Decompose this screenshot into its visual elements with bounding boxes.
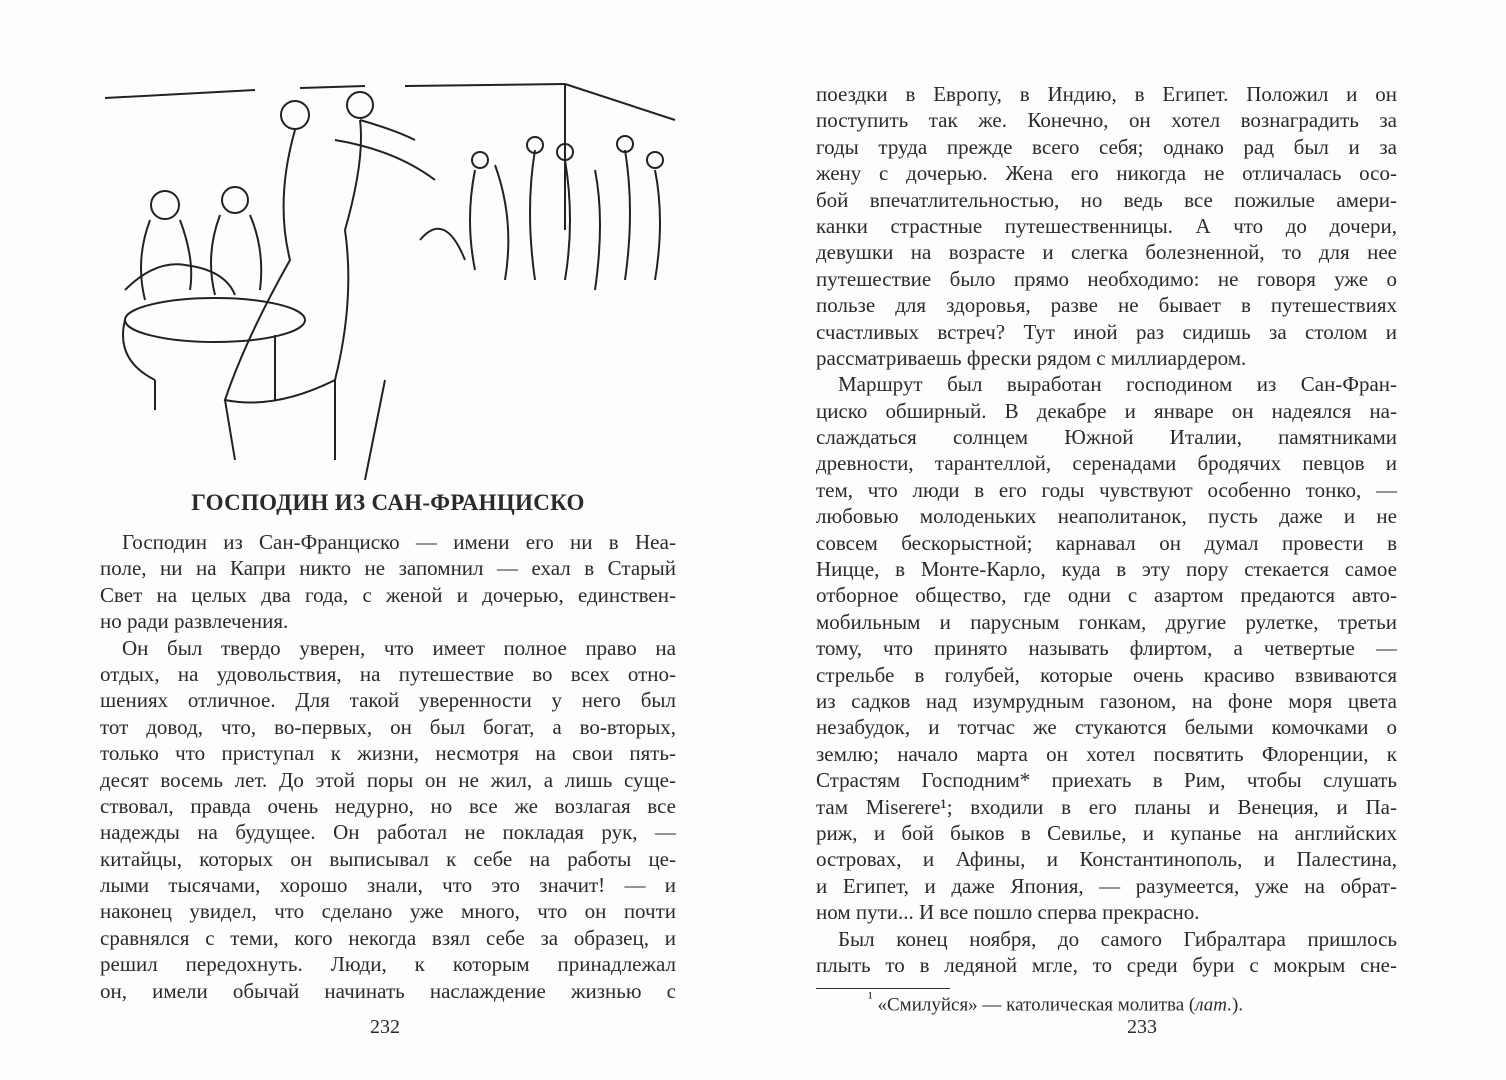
text-line: жену с дочерью. Жена его никогда не отличалась осо- — [816, 161, 1397, 186]
text-line: тем, что люди в его годы чувствуют особенно тонко, — — [816, 477, 1397, 502]
text-line: и Египет, и даже Япония, — разумеется, уже на обрат- — [816, 873, 1397, 898]
dancing-couples-illustration — [95, 80, 695, 480]
right-text-block — [816, 81, 1397, 978]
text-line: наконец увидел, что сделано уже много, что он почти — [100, 899, 676, 924]
text-line: шениях отличное. Для такой уверенности у него был — [100, 688, 676, 713]
text-line: только что приступал к жизни, несмотря на свои пять- — [100, 741, 676, 766]
text-line: но ради развлечения. — [100, 609, 289, 634]
text-line: древности, тарантеллой, серенадами бродячих певцов и — [816, 451, 1397, 476]
footnote-italic: лат. — [1195, 994, 1232, 1016]
text-line: решил передохнуть. Люди, к которым принадлежал — [100, 952, 676, 977]
story-title: ГОСПОДИН ИЗ САН-ФРАНЦИСКО — [191, 490, 585, 515]
text-line: годы труда прежде всего себя; однако рад был и за — [816, 134, 1397, 159]
text-line: Он был твердо уверен, что имеет полное право на — [122, 635, 676, 660]
text-line: он, имели обычай начинать наслаждение жизнью с — [100, 978, 676, 1003]
text-line: Ницце, в Монте-Карло, куда в эту пору стекается самое — [816, 557, 1397, 582]
text-line: Свет на целых два года, с женой и дочерью, единствен- — [100, 582, 676, 607]
footnote-mark: ¹ — [868, 990, 873, 1007]
page-number-right: 233 — [1127, 1016, 1157, 1038]
text-line: отдых, на удовольствия, на путешествие во всех отно- — [100, 661, 676, 686]
text-line: девушки на возрасте и слегка болезненной, то для нее — [816, 240, 1397, 265]
page-number-left: 232 — [370, 1016, 400, 1038]
text-line: там Miserere¹; входили в его планы и Венеция, и Па- — [816, 794, 1397, 819]
text-line: из садков над изумрудным газоном, на фоне моря цвета — [816, 688, 1397, 713]
text-line: тому, что принято называть флиртом, а четвертые — — [816, 636, 1397, 661]
text-line: бой впечатлительностью, но ведь все пожилые амери- — [816, 187, 1397, 212]
text-line: циско обширный. В декабре и январе он надеялся на- — [816, 398, 1397, 423]
footnote — [868, 984, 1243, 1020]
text-line: китайцы, которых он выписывал к себе на работы це- — [100, 846, 676, 871]
text-line: надежды на будущее. Он работал не покладая рук, — — [100, 820, 676, 845]
text-line: счастливых встреч? Тут иной раз сидишь за столом и — [816, 319, 1397, 344]
text-line: ствовал, правда очень недурно, но все же возлагая все — [100, 793, 676, 818]
text-line: путешествие было прямо необходимо: не говоря уже о — [816, 266, 1397, 291]
text-line: пользе для здоровья, разве не бывает в путешествиях — [816, 293, 1397, 318]
text-line: поле, ни на Капри никто не запомнил — ехал в Старый — [100, 556, 676, 581]
text-line: риж, и бой быков в Севилье, и купанье на английских — [816, 820, 1397, 845]
left-text-block — [100, 529, 676, 1004]
text-line: Был конец ноября, до самого Гибралтара пришлось — [838, 926, 1397, 951]
footnote-text: «Смилуйся» — католическая молитва ( — [877, 994, 1196, 1016]
text-line: землю; начало марта он хотел посвятить Флоренции, к — [816, 741, 1397, 766]
text-line: Господин из Сан-Франциско — имени его ни в Неа- — [122, 530, 676, 554]
text-line: стрельбе в голубей, которые очень красиво взвиваются — [816, 662, 1397, 687]
text-line: рассматриваешь фрески рядом с миллиардером. — [816, 345, 1247, 370]
text-line: островах, и Афины, и Константинополь, и Палестина, — [816, 847, 1397, 872]
text-line: совсем бескорыстной; карнавал он думал провести в — [816, 530, 1397, 555]
text-line: отборное общество, где одни с азартом предаются авто- — [816, 583, 1397, 608]
right-page — [753, 0, 1506, 1080]
text-line: незабудок, и тотчас же стукаются белыми комочками о — [816, 715, 1397, 740]
text-line: лыми тысячами, хорошо знали, что это значит! — и — [100, 873, 676, 898]
text-line: десят восемь лет. До этой поры он не жил, а лишь суще- — [100, 767, 676, 792]
text-line: любовью молоденьких неаполитанок, пусть даже и не — [816, 504, 1397, 529]
text-line: Маршрут был выработан господином из Сан-Фран- — [838, 372, 1397, 397]
text-line: мобильным и парусным гонкам, другие рулетке, третьи — [816, 609, 1397, 634]
text-line: плыть то в ледяной мгле, то среди бури с мокрым сне- — [816, 952, 1397, 977]
text-line: слаждаться солнцем Южной Италии, памятниками — [816, 425, 1397, 450]
footnote-end: ). — [1231, 994, 1244, 1016]
text-line: Страстям Господним* приехать в Рим, чтобы слушать — [816, 768, 1397, 793]
text-line: тот довод, что, во-первых, он был богат, а во-вторых, — [100, 714, 676, 739]
text-line: поездки в Европу, в Индию, в Египет. Положил и он — [816, 82, 1397, 106]
text-line: ном пути... И все пошло сперва прекрасно. — [816, 900, 1200, 925]
text-line: поступить так же. Конечно, он хотел вознаградить за — [816, 108, 1397, 133]
text-line: сравнялся с теми, кого некогда взял себе за образец, и — [100, 925, 676, 950]
text-line: канки страстные путешественницы. А что до дочери, — [816, 213, 1397, 238]
